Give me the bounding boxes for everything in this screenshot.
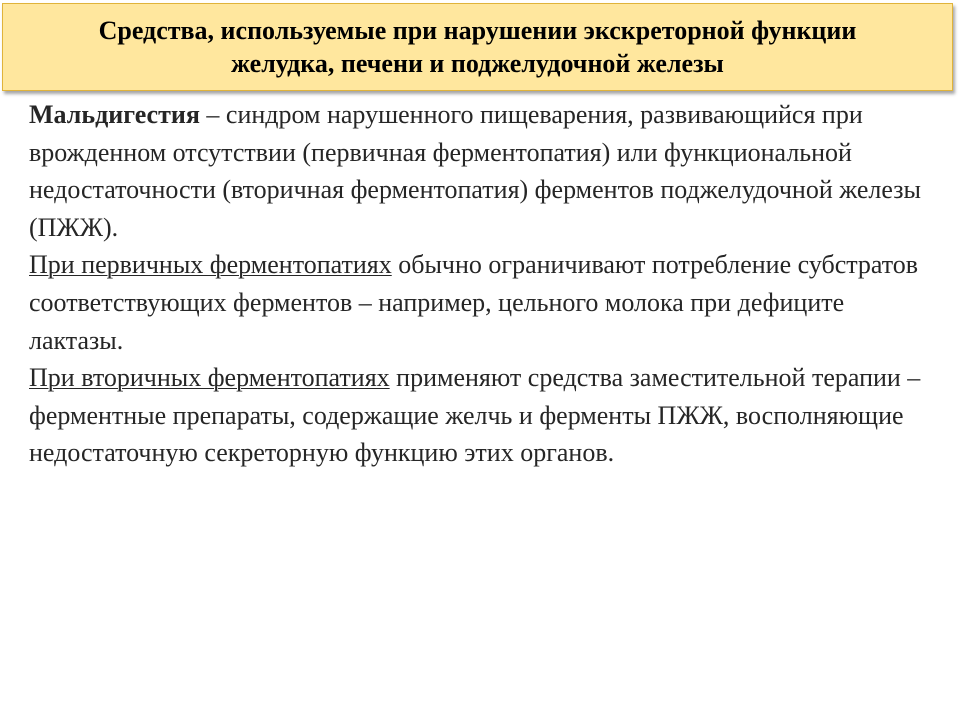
definition-text: – синдром нарушенного пищеварения, развивающийся при врожденном отсутствии (первичная ферментопатия) или функциональной недостаточности (вторичная ферментопатия) ферментов поджелудочной железы (ПЖЖ). — [29, 100, 921, 242]
heading-primary-fermentopathy: При первичных ферментопатиях — [29, 250, 392, 280]
slide-body — [29, 96, 944, 472]
title-banner — [2, 3, 953, 91]
primary-text: обычно ограничивают потребление субстратов соответствующих ферментов – например, цельного молока при дефиците лактазы. — [29, 250, 919, 355]
paragraph-secondary — [29, 359, 944, 472]
secondary-text: применяют средства заместительной терапии – ферментные препараты, содержащие желчь и ферменты ПЖЖ, восполняющие недостаточную секреторную функцию этих органов. — [29, 363, 921, 468]
paragraph-primary — [29, 246, 944, 359]
term-maldigestion: Мальдигестия — [29, 100, 200, 129]
paragraph-maldigestion — [29, 96, 944, 246]
slide-title: Средства, используемые при нарушении экскреторной функции желудка, печени и поджелудочной железы — [98, 16, 857, 78]
heading-secondary-fermentopathy: При вторичных ферментопатиях — [29, 363, 390, 393]
